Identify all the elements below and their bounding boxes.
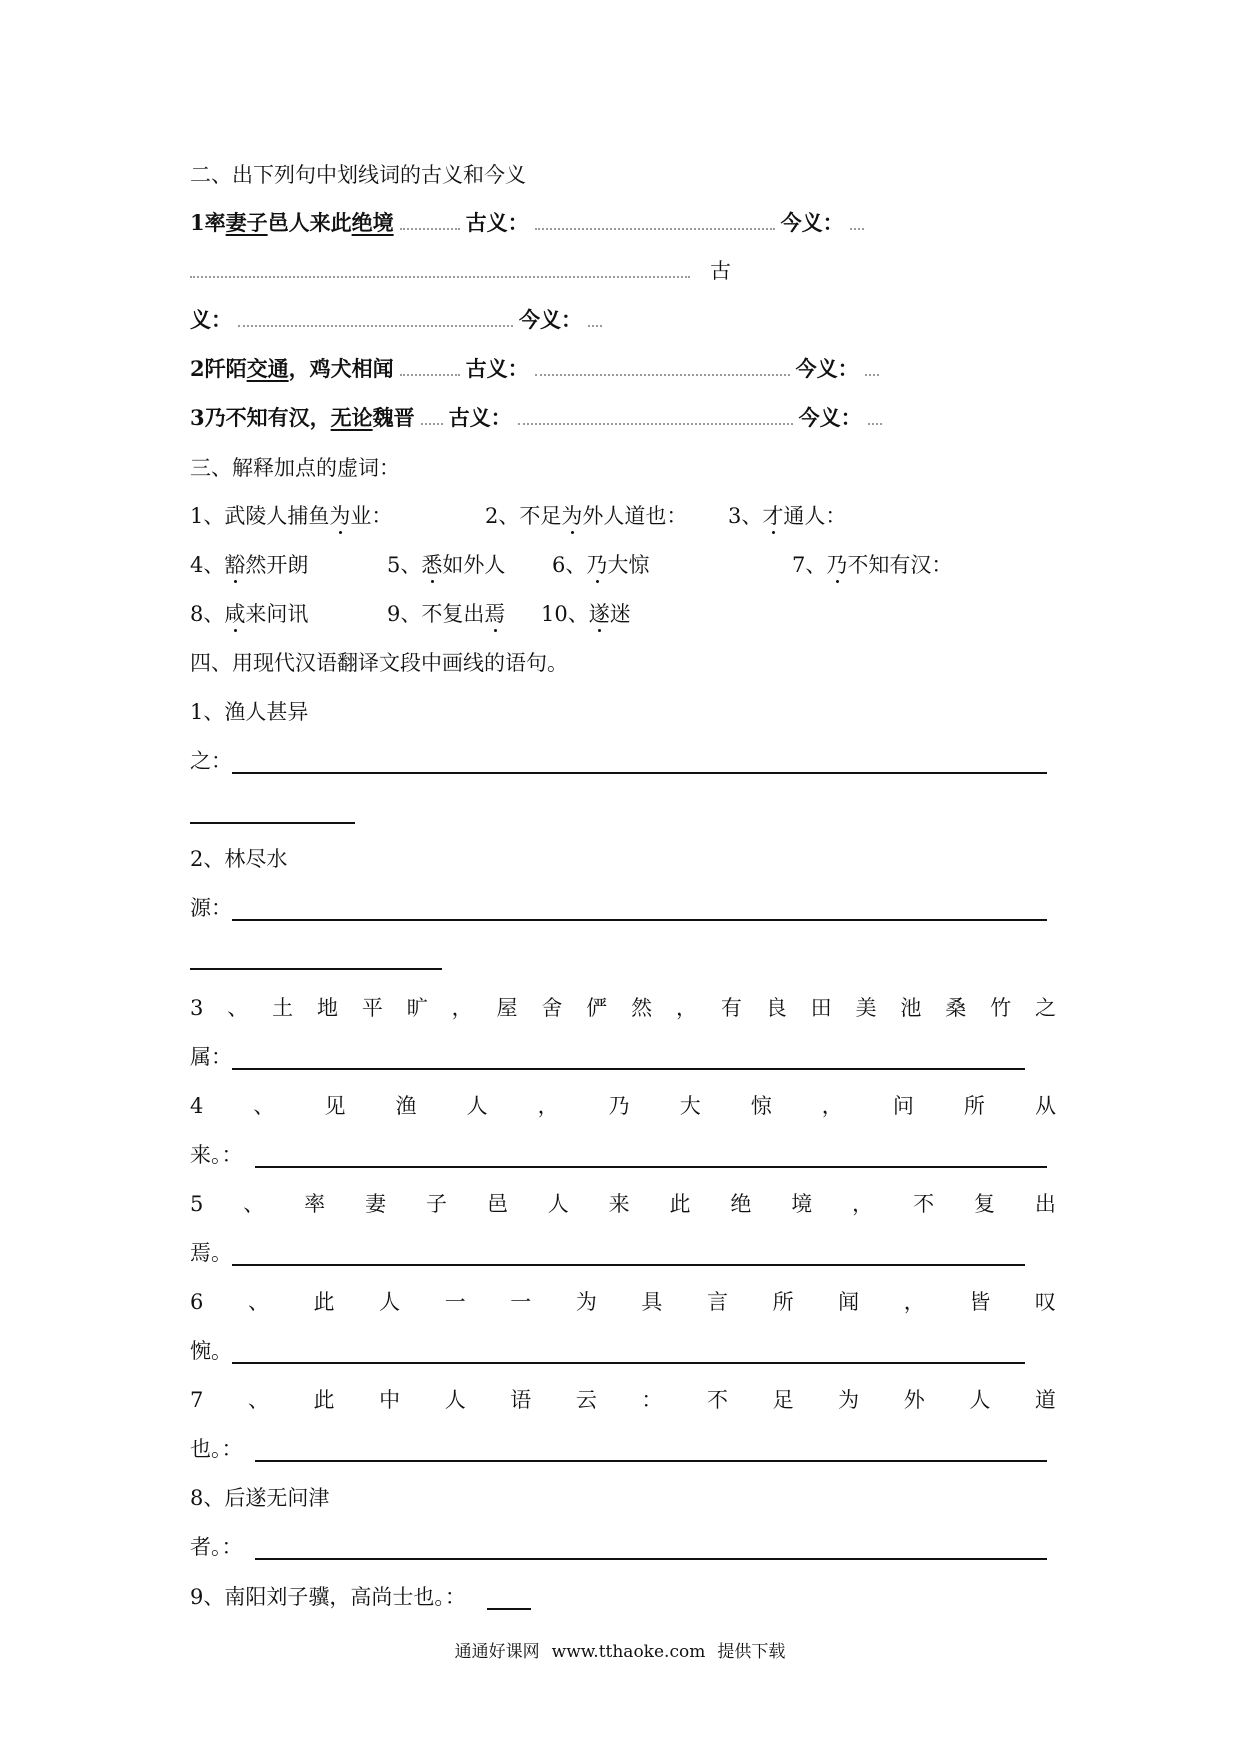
blank-dots — [400, 210, 460, 230]
s4-q2-text: 2、林尽水 — [190, 847, 288, 871]
jin-label: 今义： — [519, 307, 582, 332]
s2-q3 — [190, 403, 888, 433]
s4-q1-text: 1、渔人甚异 — [190, 700, 309, 724]
spread-char: 道 — [1034, 1388, 1056, 1412]
dotted-char: 焉 — [484, 602, 506, 626]
s3-item-6 — [552, 550, 649, 580]
dotted-char: 为 — [561, 504, 583, 528]
jin-label: 今义： — [780, 210, 844, 235]
spread-char: 有 — [720, 996, 742, 1020]
spread-char: 所 — [963, 1094, 985, 1118]
yi-label: 义： — [190, 307, 232, 332]
spread-char: 7 — [190, 1388, 204, 1412]
dotted-char: 才 — [762, 504, 784, 528]
spread-char: 美 — [855, 996, 877, 1020]
spread-char: ， — [852, 1192, 874, 1216]
s4-q5-spread — [190, 1189, 1056, 1219]
spread-char: 桑 — [945, 996, 967, 1020]
spread-char: 惊 — [750, 1094, 772, 1118]
spread-char: 舍 — [541, 996, 563, 1020]
s3-item-5 — [387, 550, 505, 580]
underlined-word: 交通 — [246, 356, 289, 381]
s3-item-9 — [387, 599, 505, 629]
footer-tail: 提供下载 — [717, 1642, 786, 1662]
spread-char: 邑 — [486, 1192, 508, 1216]
spread-char: 平 — [361, 996, 383, 1020]
s3-item-7 — [792, 550, 952, 580]
dotted-char: 乃 — [586, 553, 608, 577]
spread-char: 、 — [253, 1094, 275, 1118]
spread-char: 言 — [707, 1290, 728, 1314]
answer-line[interactable] — [190, 968, 442, 970]
s3-item-3 — [728, 501, 846, 531]
item-text: 迷 — [609, 602, 631, 626]
gu-char: 古 — [710, 259, 731, 283]
spread-char: 出 — [1034, 1192, 1056, 1216]
s4-q8-text: 8、后遂无问津 — [190, 1486, 330, 1510]
item-text: 5、 — [387, 553, 422, 577]
blank-dots — [400, 356, 460, 376]
section-2-title: 二、出下列句中划线词的古义和今义 — [190, 163, 526, 187]
item-text: 大惊 — [607, 553, 650, 577]
q-text: 率 — [204, 210, 226, 235]
q-num: 3 — [190, 405, 205, 430]
answer-line[interactable] — [232, 1362, 1025, 1364]
spread-char: 所 — [772, 1290, 794, 1314]
spread-char: 子 — [425, 1192, 447, 1216]
s3-item-8 — [190, 599, 308, 629]
spread-char: 人 — [444, 1388, 466, 1412]
answer-line[interactable] — [232, 1068, 1025, 1070]
s3-item-4 — [190, 550, 308, 580]
spread-char: ， — [903, 1290, 925, 1314]
spread-char: ： — [641, 1388, 663, 1412]
s4-q2-cont: 源： — [190, 896, 232, 920]
spread-char: 、 — [243, 1192, 265, 1216]
s4-q4-spread — [190, 1091, 1056, 1121]
spread-char: ， — [537, 1094, 559, 1118]
spread-char: 足 — [772, 1388, 794, 1412]
gu-label: 古义： — [448, 405, 512, 430]
spread-char: 渔 — [395, 1094, 417, 1118]
spread-char: 3 — [190, 996, 204, 1020]
answer-line[interactable] — [255, 1558, 1047, 1560]
s3-item-2 — [485, 501, 687, 531]
spread-char: 4 — [190, 1094, 204, 1118]
spread-char: 此 — [313, 1290, 335, 1314]
spread-char: 此 — [669, 1192, 691, 1216]
blank-dots — [421, 405, 443, 425]
q-text: 邑人来此 — [267, 210, 352, 235]
q-text: 阡陌 — [204, 356, 247, 381]
spread-char: 具 — [641, 1290, 663, 1314]
spread-char: 6 — [190, 1290, 204, 1314]
spread-char: 一 — [510, 1290, 532, 1314]
blank-dots — [868, 405, 882, 425]
spread-char: 、 — [247, 1290, 269, 1314]
dotted-char: 遂 — [588, 602, 610, 626]
q-text: ，鸡犬相闻 — [288, 356, 394, 381]
spread-char: 5 — [190, 1192, 204, 1216]
spread-char: 为 — [575, 1290, 597, 1314]
dotted-char: 为 — [329, 504, 351, 528]
dotted-char: 咸 — [224, 602, 246, 626]
s3-item-10 — [541, 599, 631, 629]
answer-line[interactable] — [487, 1608, 531, 1610]
spread-char: 人 — [547, 1192, 569, 1216]
s4-q6-spread — [190, 1287, 1056, 1317]
blank-dots — [588, 307, 602, 327]
item-text: 3、 — [728, 504, 763, 528]
s4-q3-spread — [190, 993, 1056, 1023]
spread-char: 大 — [679, 1094, 701, 1118]
spread-char: 妻 — [365, 1192, 387, 1216]
answer-line[interactable] — [232, 1264, 1025, 1266]
s4-q5-cont: 焉。 — [190, 1241, 232, 1265]
spread-char: 复 — [973, 1192, 995, 1216]
page-footer — [0, 1637, 1240, 1662]
item-text: 来问讯 — [245, 602, 309, 626]
blank-dots — [850, 210, 864, 230]
spread-char: 俨 — [586, 996, 608, 1020]
spread-char: 外 — [903, 1388, 925, 1412]
footer-url: www.tthaoke.com — [551, 1642, 706, 1662]
spread-char: 语 — [510, 1388, 532, 1412]
spread-char: 不 — [913, 1192, 935, 1216]
gu-label: 古义： — [465, 356, 529, 381]
spread-char: 地 — [317, 996, 338, 1020]
s2-q1 — [190, 208, 870, 238]
spread-char: 闻 — [838, 1290, 860, 1314]
jin-label: 今义： — [795, 356, 859, 381]
item-text: 如外人 — [442, 553, 506, 577]
blank-dots — [535, 210, 775, 230]
underlined-word: 无论 — [330, 405, 373, 430]
spread-char: ， — [451, 996, 473, 1020]
spread-char: 竹 — [990, 996, 1012, 1020]
q-text: 魏晋 — [372, 405, 415, 430]
s2-q2 — [190, 354, 885, 384]
q-text: 乃不知有汉， — [204, 405, 331, 430]
spread-char: 旷 — [406, 996, 428, 1020]
item-text: 不知有汉： — [847, 553, 953, 577]
spread-char: 不 — [707, 1388, 728, 1412]
s4-q7-spread — [190, 1385, 1056, 1415]
blank-dots — [238, 307, 513, 327]
q-num: 2 — [190, 356, 205, 381]
spread-char: 、 — [227, 996, 249, 1020]
blank-dots — [535, 356, 790, 376]
spread-char: 见 — [324, 1094, 346, 1118]
item-text: 通人： — [783, 504, 847, 528]
spread-char: 叹 — [1034, 1290, 1056, 1314]
item-text: 6、 — [552, 553, 587, 577]
s4-q8-cont: 者。： — [190, 1535, 243, 1559]
item-text: 4、 — [190, 553, 225, 577]
item-text: 8、 — [190, 602, 225, 626]
spread-char: 、 — [247, 1388, 269, 1412]
item-text: 10、 — [541, 602, 589, 626]
spread-char: 皆 — [969, 1290, 991, 1314]
item-text: 然开朗 — [245, 553, 309, 577]
dotted-char: 乃 — [826, 553, 848, 577]
answer-line[interactable] — [255, 1166, 1047, 1168]
s2-q1-cont2 — [190, 305, 608, 335]
item-text: 1、武陵人捕鱼 — [190, 504, 330, 528]
answer-line[interactable] — [232, 772, 1047, 774]
underlined-word: 绝境 — [351, 210, 394, 235]
item-text: 外人道也： — [582, 504, 688, 528]
spread-char: 绝 — [730, 1192, 752, 1216]
section-4-title: 四、用现代汉语翻译文段中画线的语句。 — [190, 651, 568, 675]
dotted-char: 悉 — [421, 553, 443, 577]
spread-char: 从 — [1034, 1094, 1056, 1118]
spread-char: 人 — [466, 1094, 488, 1118]
spread-char: 问 — [892, 1094, 914, 1118]
s4-q7-cont: 也。： — [190, 1437, 243, 1461]
spread-char: 之 — [1035, 996, 1056, 1020]
s4-q6-cont: 惋。 — [190, 1339, 232, 1363]
spread-char: 土 — [272, 996, 294, 1020]
spread-char: 率 — [304, 1192, 326, 1216]
jin-label: 今义： — [798, 405, 862, 430]
s4-q4-cont: 来。： — [190, 1143, 243, 1167]
spread-char: 一 — [444, 1290, 466, 1314]
spread-char: 田 — [810, 996, 832, 1020]
spread-char: 人 — [969, 1388, 991, 1412]
s2-q1-cont — [190, 256, 731, 286]
s4-q3-cont: 属： — [190, 1045, 232, 1069]
spread-char: 来 — [608, 1192, 630, 1216]
s3-item-1 — [190, 501, 392, 531]
answer-line[interactable] — [232, 919, 1047, 921]
spread-char: 乃 — [608, 1094, 630, 1118]
s4-q9-text: 9、南阳刘子骥，高尚士也。： — [190, 1585, 466, 1609]
blank-dots — [865, 356, 879, 376]
gu-label: 古义： — [465, 210, 529, 235]
spread-char: ， — [821, 1094, 843, 1118]
answer-line[interactable] — [190, 822, 355, 824]
spread-char: 境 — [791, 1192, 813, 1216]
spread-char: 然 — [631, 996, 653, 1020]
s4-q1-cont: 之： — [190, 749, 232, 773]
item-text: 7、 — [792, 553, 827, 577]
item-text: 9、不复出 — [387, 602, 485, 626]
spread-char: 人 — [379, 1290, 401, 1314]
spread-char: 此 — [313, 1388, 335, 1412]
spread-char: 良 — [765, 996, 787, 1020]
q-num: 1 — [190, 210, 205, 235]
spread-char: 池 — [900, 996, 922, 1020]
section-3-title: 三、解释加点的虚词： — [190, 456, 400, 480]
underlined-word: 妻子 — [225, 210, 268, 235]
blank-dots — [190, 258, 690, 278]
spread-char: ， — [676, 996, 697, 1020]
dotted-char: 豁 — [224, 553, 246, 577]
spread-char: 云 — [575, 1388, 597, 1412]
spread-char: 屋 — [496, 996, 518, 1020]
footer-site: 通通好课网 — [454, 1642, 540, 1662]
spread-char: 为 — [838, 1388, 860, 1412]
item-text: 业： — [350, 504, 393, 528]
spread-char: 中 — [379, 1388, 401, 1412]
answer-line[interactable] — [255, 1460, 1047, 1462]
blank-dots — [518, 405, 793, 425]
item-text: 2、不足 — [485, 504, 562, 528]
